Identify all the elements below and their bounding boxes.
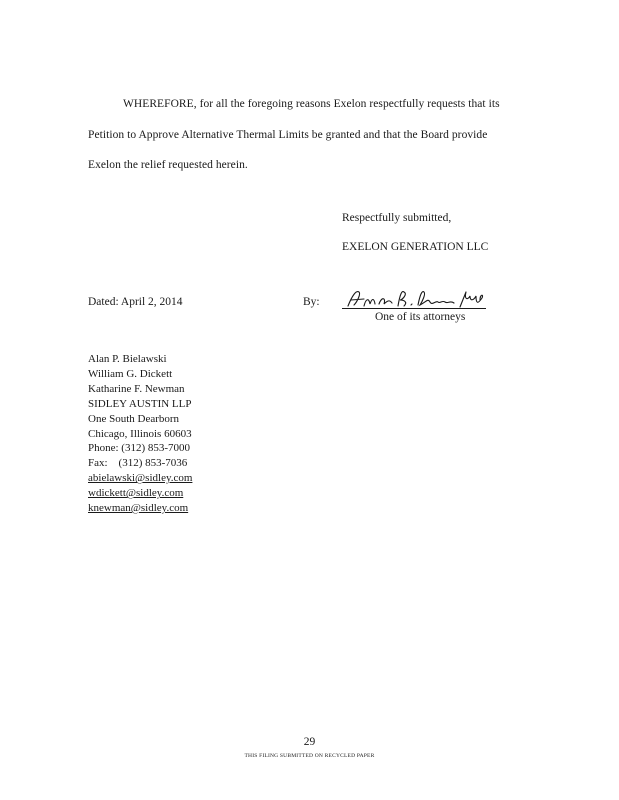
street-address: One South Dearborn (88, 412, 180, 425)
dated-line: Dated: April 2, 2014 (88, 296, 183, 308)
paragraph-line-1: WHEREFORE, for all the foregoing reasons Exelon respectfully requests that its (123, 98, 500, 110)
attorney-name: William G. Dickett (88, 367, 173, 380)
fax-number: Fax: (312) 853-7036 (88, 457, 188, 470)
signature-line (342, 308, 486, 309)
email-link[interactable]: knewman@sidley.com (88, 502, 189, 515)
company-name: EXELON GENERATION LLC (342, 241, 489, 253)
attorney-name: Alan P. Bielawski (88, 353, 167, 365)
closing-text: Respectfully submitted, (342, 212, 452, 224)
email-link[interactable]: abielawski@sidley.com (88, 472, 193, 485)
page-number: 29 (303, 736, 316, 748)
recycled-paper-note: THIS FILING SUBMITTED ON RECYCLED PAPER (244, 753, 375, 759)
paragraph-line-2: Petition to Approve Alternative Thermal Limits be granted and that the Board provide (88, 129, 488, 141)
phone-number: Phone: (312) 853-7000 (88, 442, 191, 455)
city-address: Chicago, Illinois 60603 (88, 427, 192, 440)
email-link[interactable]: wdickett@sidley.com (88, 487, 184, 500)
law-firm-name: SIDLEY AUSTIN LLP (88, 397, 192, 410)
attorney-contact-block (88, 352, 192, 516)
attorney-name: Katharine F. Newman (88, 382, 185, 395)
paragraph-line-3: Exelon the relief requested herein. (88, 159, 248, 171)
signature-role: One of its attorneys (375, 311, 466, 323)
by-label: By: (303, 296, 320, 308)
